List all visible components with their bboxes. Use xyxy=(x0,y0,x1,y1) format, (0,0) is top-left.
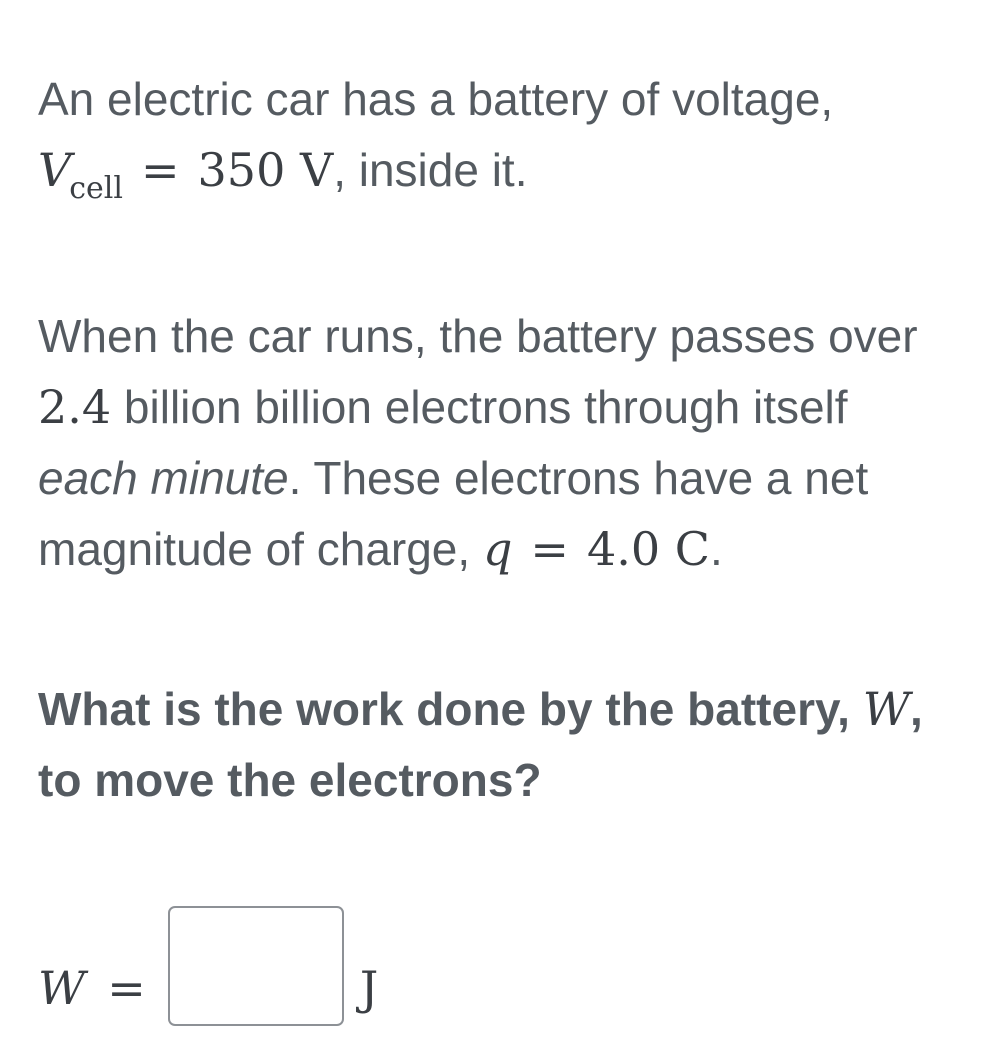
voltage-symbol: V xyxy=(38,143,72,197)
voltage-value: 350 V xyxy=(197,143,334,197)
problem-statement xyxy=(38,64,958,816)
charge-period: . xyxy=(709,523,723,575)
voltage-intro-text: An electric car has a battery of voltage, xyxy=(38,73,834,125)
electron-charge-text: . These electrons have a net magnitude of charge, xyxy=(38,452,869,575)
work-symbol: W xyxy=(862,682,910,736)
work-answer-input[interactable] xyxy=(168,906,344,1026)
charge-expression xyxy=(483,522,710,576)
charge-equals: = xyxy=(530,522,569,576)
question-paragraph xyxy=(38,674,958,816)
problem-paragraph-voltage xyxy=(38,64,958,212)
answer-unit: J xyxy=(359,961,379,1015)
charge-value: 4.0 C xyxy=(586,522,710,576)
voltage-equals: = xyxy=(140,143,180,197)
question-intro-text: What is the work done by the battery, xyxy=(38,683,863,735)
electron-mid-text: billion billion electrons through itself xyxy=(111,381,848,433)
problem-paragraph-charge xyxy=(38,301,958,585)
voltage-outro-text: , inside it. xyxy=(333,144,528,196)
answer-work-symbol: W xyxy=(38,961,86,1015)
time-emphasis: each minute xyxy=(38,452,289,504)
voltage-subscript: cell xyxy=(69,171,123,206)
voltage-expression xyxy=(38,143,334,206)
electron-intro-text: When the car runs, the battery passes over xyxy=(38,310,918,362)
charge-symbol: q xyxy=(482,522,513,576)
question-outro-text: , to move the electrons? xyxy=(38,683,923,806)
electron-count-value: 2.4 xyxy=(38,380,112,434)
answer-row xyxy=(38,905,378,1027)
answer-equals: = xyxy=(107,961,146,1015)
